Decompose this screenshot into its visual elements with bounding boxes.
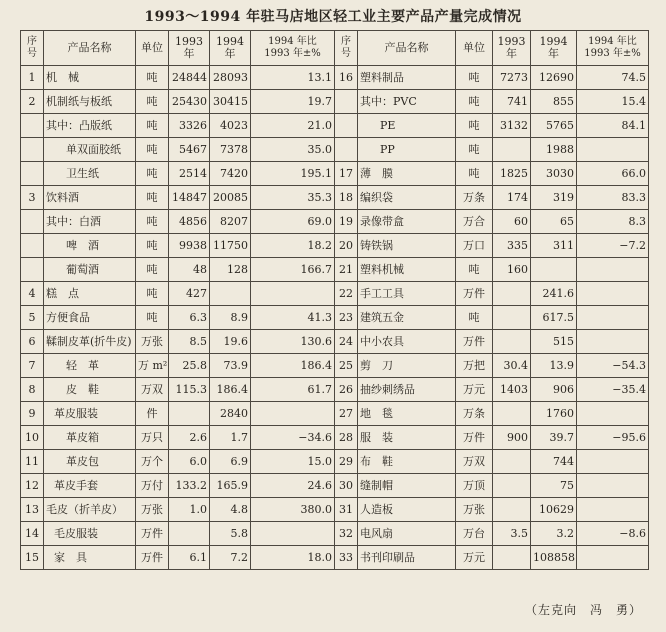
left-y1994-cell: 28093 — [210, 66, 251, 90]
left-unit-cell: 件 — [136, 402, 169, 426]
right-y1994-cell: 311 — [531, 234, 577, 258]
left-unit-cell: 万双 — [136, 378, 169, 402]
right-seq-cell: 21 — [335, 258, 358, 282]
left-y1993-cell: 25430 — [169, 90, 210, 114]
right-y1993-cell: 174 — [493, 186, 531, 210]
table-row — [21, 210, 649, 234]
table-row — [21, 546, 649, 570]
right-y1993-cell: 160 — [493, 258, 531, 282]
left-seq-cell: 1 — [21, 66, 44, 90]
right-y1994-cell: 906 — [531, 378, 577, 402]
table-row — [21, 378, 649, 402]
right-name-cell: 布 鞋 — [358, 450, 456, 474]
header-change-line2: 1993 年±% — [264, 48, 321, 59]
right-name-cell: 书刊印刷品 — [358, 546, 456, 570]
left-y1993-cell: 115.3 — [169, 378, 210, 402]
right-change-cell: −54.3 — [577, 354, 649, 378]
table-row — [21, 234, 649, 258]
right-name-cell: 人造板 — [358, 498, 456, 522]
right-unit-cell: 万把 — [456, 354, 493, 378]
right-unit-cell: 万件 — [456, 426, 493, 450]
right-unit-cell: 万元 — [456, 546, 493, 570]
right-seq-cell — [335, 138, 358, 162]
left-y1994-cell: 128 — [210, 258, 251, 282]
right-y1994-cell: 515 — [531, 330, 577, 354]
right-y1993-cell: 60 — [493, 210, 531, 234]
left-name-cell: 其中：白酒 — [44, 210, 136, 234]
right-seq-cell: 29 — [335, 450, 358, 474]
left-change-cell: 166.7 — [251, 258, 335, 282]
right-y1993-cell — [493, 546, 531, 570]
right-y1993-cell: 7273 — [493, 66, 531, 90]
right-change-cell: 66.0 — [577, 162, 649, 186]
left-seq-cell: 15 — [21, 546, 44, 570]
left-unit-cell: 万张 — [136, 498, 169, 522]
right-seq-cell: 24 — [335, 330, 358, 354]
left-change-cell: −34.6 — [251, 426, 335, 450]
right-name-cell: 剪 刀 — [358, 354, 456, 378]
left-seq-cell: 9 — [21, 402, 44, 426]
left-y1994-cell: 6.9 — [210, 450, 251, 474]
left-change-cell: 13.1 — [251, 66, 335, 90]
right-seq-cell: 32 — [335, 522, 358, 546]
left-seq-cell — [21, 210, 44, 234]
right-y1994-cell: 1988 — [531, 138, 577, 162]
left-name-cell: 啤 酒 — [44, 234, 136, 258]
table-row — [21, 282, 649, 306]
left-name-cell: 其中：凸版纸 — [44, 114, 136, 138]
table-row — [21, 450, 649, 474]
right-change-cell — [577, 474, 649, 498]
right-unit-cell: 吨 — [456, 306, 493, 330]
right-y1993-cell: 1825 — [493, 162, 531, 186]
left-name-cell: 卫生纸 — [44, 162, 136, 186]
left-seq-cell — [21, 114, 44, 138]
right-unit-cell: 吨 — [456, 162, 493, 186]
left-y1993-cell: 6.0 — [169, 450, 210, 474]
right-y1994-cell: 39.7 — [531, 426, 577, 450]
right-y1994-cell: 744 — [531, 450, 577, 474]
left-y1993-cell: 427 — [169, 282, 210, 306]
left-y1994-cell: 5.8 — [210, 522, 251, 546]
right-y1994-cell — [531, 258, 577, 282]
table-body — [21, 66, 649, 570]
left-name-cell: 方便食品 — [44, 306, 136, 330]
right-name-cell: PP — [358, 138, 456, 162]
right-change-cell — [577, 402, 649, 426]
right-change-cell: 8.3 — [577, 210, 649, 234]
left-seq-cell — [21, 162, 44, 186]
left-seq-cell: 7 — [21, 354, 44, 378]
left-change-cell: 186.4 — [251, 354, 335, 378]
header-row — [21, 31, 649, 66]
right-y1993-cell: 1403 — [493, 378, 531, 402]
right-y1993-cell: 741 — [493, 90, 531, 114]
left-seq-cell — [21, 234, 44, 258]
table-row — [21, 90, 649, 114]
right-name-cell: 手工工具 — [358, 282, 456, 306]
right-seq-cell: 33 — [335, 546, 358, 570]
right-name-cell: PE — [358, 114, 456, 138]
left-y1994-cell: 186.4 — [210, 378, 251, 402]
right-seq-cell — [335, 90, 358, 114]
left-unit-cell: 万只 — [136, 426, 169, 450]
author-credit: （左克向 冯 勇） — [524, 603, 642, 617]
left-y1994-cell: 7.2 — [210, 546, 251, 570]
left-unit-cell: 吨 — [136, 186, 169, 210]
table-row — [21, 354, 649, 378]
left-change-cell: 61.7 — [251, 378, 335, 402]
right-name-cell: 薄 膜 — [358, 162, 456, 186]
left-y1994-cell: 2840 — [210, 402, 251, 426]
left-y1993-cell: 2.6 — [169, 426, 210, 450]
right-name-cell: 电风扇 — [358, 522, 456, 546]
header-change-line1: 1994 年比 — [268, 36, 317, 47]
right-y1993-cell: 335 — [493, 234, 531, 258]
table-row — [21, 186, 649, 210]
left-seq-cell: 12 — [21, 474, 44, 498]
right-unit-cell: 万件 — [456, 282, 493, 306]
left-y1994-cell: 30415 — [210, 90, 251, 114]
left-name-cell: 革皮服装 — [44, 402, 136, 426]
table-row — [21, 522, 649, 546]
left-unit-cell: 吨 — [136, 162, 169, 186]
right-name-cell: 服 装 — [358, 426, 456, 450]
left-y1994-cell — [210, 282, 251, 306]
right-y1994-cell: 10629 — [531, 498, 577, 522]
page-title: 1993～1994 年驻马店地区轻工业主要产品产量完成情况 — [144, 9, 522, 25]
right-change-cell — [577, 450, 649, 474]
left-name-cell: 皮 鞋 — [44, 378, 136, 402]
left-y1993-cell: 25.8 — [169, 354, 210, 378]
right-unit-cell: 万口 — [456, 234, 493, 258]
left-name-cell: 机制纸与板纸 — [44, 90, 136, 114]
right-seq-cell: 28 — [335, 426, 358, 450]
left-y1994-cell: 1.7 — [210, 426, 251, 450]
right-y1994-cell: 65 — [531, 210, 577, 234]
left-unit-cell: 万付 — [136, 474, 169, 498]
right-y1994-cell: 1760 — [531, 402, 577, 426]
left-name-cell: 家 具 — [44, 546, 136, 570]
left-change-cell: 18.0 — [251, 546, 335, 570]
right-y1993-cell — [493, 450, 531, 474]
right-unit-cell: 万双 — [456, 450, 493, 474]
left-unit-cell: 吨 — [136, 138, 169, 162]
header-unit: 单位 — [136, 31, 169, 66]
right-name-cell: 塑料机械 — [358, 258, 456, 282]
left-unit-cell: 吨 — [136, 306, 169, 330]
right-seq-cell: 31 — [335, 498, 358, 522]
right-y1994-cell: 12690 — [531, 66, 577, 90]
left-unit-cell: 万件 — [136, 522, 169, 546]
right-y1993-cell: 3.5 — [493, 522, 531, 546]
header-product-right: 产品名称 — [358, 31, 456, 66]
header-product: 产品名称 — [44, 31, 136, 66]
left-seq-cell — [21, 138, 44, 162]
right-unit-cell: 万条 — [456, 402, 493, 426]
left-y1994-cell: 73.9 — [210, 354, 251, 378]
right-change-cell: −8.6 — [577, 522, 649, 546]
left-y1994-cell: 7378 — [210, 138, 251, 162]
right-name-cell: 铸铁锅 — [358, 234, 456, 258]
right-y1993-cell — [493, 330, 531, 354]
left-name-cell: 毛皮服装 — [44, 522, 136, 546]
left-change-cell — [251, 282, 335, 306]
right-y1994-cell: 5765 — [531, 114, 577, 138]
table-row — [21, 426, 649, 450]
left-y1993-cell: 4856 — [169, 210, 210, 234]
table-row — [21, 66, 649, 90]
left-change-cell: 69.0 — [251, 210, 335, 234]
right-y1993-cell: 30.4 — [493, 354, 531, 378]
production-table — [20, 30, 649, 570]
right-unit-cell: 吨 — [456, 258, 493, 282]
left-name-cell: 饮料酒 — [44, 186, 136, 210]
left-seq-cell: 5 — [21, 306, 44, 330]
left-name-cell: 鞣制皮革(折牛皮) — [44, 330, 136, 354]
left-y1994-cell: 8.9 — [210, 306, 251, 330]
right-name-cell: 建筑五金 — [358, 306, 456, 330]
left-name-cell: 轻 革 — [44, 354, 136, 378]
left-change-cell: 380.0 — [251, 498, 335, 522]
left-change-cell: 195.1 — [251, 162, 335, 186]
right-unit-cell: 万件 — [456, 330, 493, 354]
table-row — [21, 138, 649, 162]
right-name-cell: 抽纱刺绣品 — [358, 378, 456, 402]
right-change-cell: 83.3 — [577, 186, 649, 210]
left-unit-cell: 万 m² — [136, 354, 169, 378]
right-name-cell: 录像带盒 — [358, 210, 456, 234]
left-y1993-cell: 14847 — [169, 186, 210, 210]
right-change-cell: −35.4 — [577, 378, 649, 402]
right-unit-cell: 万合 — [456, 210, 493, 234]
left-unit-cell: 吨 — [136, 90, 169, 114]
header-1993: 1993 年 — [169, 31, 210, 66]
right-y1993-cell: 900 — [493, 426, 531, 450]
right-unit-cell: 万台 — [456, 522, 493, 546]
right-change-cell — [577, 282, 649, 306]
header-change-right-line1: 1994 年比 — [588, 36, 637, 47]
left-y1994-cell: 7420 — [210, 162, 251, 186]
left-y1993-cell — [169, 522, 210, 546]
right-seq-cell: 17 — [335, 162, 358, 186]
header-change-right — [577, 31, 649, 66]
left-y1994-cell: 4.8 — [210, 498, 251, 522]
right-seq-cell: 25 — [335, 354, 358, 378]
right-seq-cell: 23 — [335, 306, 358, 330]
right-seq-cell: 18 — [335, 186, 358, 210]
left-seq-cell: 11 — [21, 450, 44, 474]
right-y1993-cell — [493, 282, 531, 306]
left-name-cell: 革皮箱 — [44, 426, 136, 450]
left-seq-cell: 6 — [21, 330, 44, 354]
header-unit-right: 单位 — [456, 31, 493, 66]
left-y1993-cell: 8.5 — [169, 330, 210, 354]
right-name-cell: 地 毯 — [358, 402, 456, 426]
right-y1994-cell: 241.6 — [531, 282, 577, 306]
left-y1993-cell — [169, 402, 210, 426]
left-y1993-cell: 2514 — [169, 162, 210, 186]
right-seq-cell: 26 — [335, 378, 358, 402]
left-y1994-cell: 8207 — [210, 210, 251, 234]
right-name-cell: 其中：PVC — [358, 90, 456, 114]
right-y1994-cell: 3.2 — [531, 522, 577, 546]
table-row — [21, 402, 649, 426]
left-seq-cell: 2 — [21, 90, 44, 114]
header-seq-right: 序号 — [335, 31, 358, 66]
right-change-cell: −95.6 — [577, 426, 649, 450]
right-change-cell — [577, 546, 649, 570]
left-y1994-cell: 4023 — [210, 114, 251, 138]
right-change-cell — [577, 138, 649, 162]
left-change-cell: 15.0 — [251, 450, 335, 474]
left-name-cell: 糕 点 — [44, 282, 136, 306]
left-seq-cell: 3 — [21, 186, 44, 210]
right-unit-cell: 吨 — [456, 66, 493, 90]
left-y1993-cell: 6.1 — [169, 546, 210, 570]
right-seq-cell: 22 — [335, 282, 358, 306]
left-y1993-cell: 133.2 — [169, 474, 210, 498]
right-y1993-cell — [493, 138, 531, 162]
table-row — [21, 498, 649, 522]
right-change-cell — [577, 258, 649, 282]
left-change-cell: 19.7 — [251, 90, 335, 114]
left-y1994-cell: 20085 — [210, 186, 251, 210]
header-change-right-line2: 1993 年±% — [584, 48, 641, 59]
table-row — [21, 306, 649, 330]
left-unit-cell: 吨 — [136, 114, 169, 138]
table-row — [21, 330, 649, 354]
left-unit-cell: 吨 — [136, 210, 169, 234]
right-unit-cell: 吨 — [456, 90, 493, 114]
left-seq-cell: 10 — [21, 426, 44, 450]
right-change-cell — [577, 330, 649, 354]
right-name-cell: 缝制帽 — [358, 474, 456, 498]
right-unit-cell: 吨 — [456, 138, 493, 162]
left-change-cell: 35.0 — [251, 138, 335, 162]
header-1993-right: 1993 年 — [493, 31, 531, 66]
right-change-cell: −7.2 — [577, 234, 649, 258]
left-y1993-cell: 6.3 — [169, 306, 210, 330]
right-seq-cell — [335, 114, 358, 138]
left-y1993-cell: 3326 — [169, 114, 210, 138]
right-unit-cell: 万条 — [456, 186, 493, 210]
table-row — [21, 114, 649, 138]
left-change-cell: 35.3 — [251, 186, 335, 210]
left-y1993-cell: 9938 — [169, 234, 210, 258]
right-y1993-cell — [493, 498, 531, 522]
left-seq-cell: 4 — [21, 282, 44, 306]
left-y1993-cell: 24844 — [169, 66, 210, 90]
table-row — [21, 162, 649, 186]
left-change-cell: 18.2 — [251, 234, 335, 258]
left-y1993-cell: 48 — [169, 258, 210, 282]
header-1994: 1994 年 — [210, 31, 251, 66]
right-name-cell: 编织袋 — [358, 186, 456, 210]
left-unit-cell: 万个 — [136, 450, 169, 474]
left-name-cell: 机 械 — [44, 66, 136, 90]
right-unit-cell: 万顶 — [456, 474, 493, 498]
right-y1993-cell — [493, 402, 531, 426]
right-change-cell: 15.4 — [577, 90, 649, 114]
left-y1993-cell: 1.0 — [169, 498, 210, 522]
left-unit-cell: 万张 — [136, 330, 169, 354]
right-y1994-cell: 3030 — [531, 162, 577, 186]
right-change-cell: 84.1 — [577, 114, 649, 138]
left-unit-cell: 吨 — [136, 234, 169, 258]
right-y1994-cell: 13.9 — [531, 354, 577, 378]
left-change-cell: 130.6 — [251, 330, 335, 354]
left-unit-cell: 吨 — [136, 258, 169, 282]
left-unit-cell: 吨 — [136, 282, 169, 306]
left-y1994-cell: 19.6 — [210, 330, 251, 354]
right-y1993-cell: 3132 — [493, 114, 531, 138]
left-seq-cell: 8 — [21, 378, 44, 402]
header-seq: 序号 — [21, 31, 44, 66]
right-seq-cell: 19 — [335, 210, 358, 234]
left-name-cell: 葡萄酒 — [44, 258, 136, 282]
left-change-cell: 24.6 — [251, 474, 335, 498]
left-y1994-cell: 11750 — [210, 234, 251, 258]
right-y1994-cell: 75 — [531, 474, 577, 498]
left-name-cell: 革皮包 — [44, 450, 136, 474]
right-seq-cell: 30 — [335, 474, 358, 498]
right-change-cell: 74.5 — [577, 66, 649, 90]
right-unit-cell: 万张 — [456, 498, 493, 522]
header-1994-right: 1994 年 — [531, 31, 577, 66]
right-y1993-cell — [493, 306, 531, 330]
right-y1994-cell: 319 — [531, 186, 577, 210]
right-name-cell: 中小农具 — [358, 330, 456, 354]
left-seq-cell — [21, 258, 44, 282]
right-change-cell — [577, 306, 649, 330]
right-y1994-cell: 855 — [531, 90, 577, 114]
right-y1994-cell: 108858 — [531, 546, 577, 570]
left-y1994-cell: 165.9 — [210, 474, 251, 498]
left-name-cell: 单双面胶纸 — [44, 138, 136, 162]
right-change-cell — [577, 498, 649, 522]
header-change — [251, 31, 335, 66]
left-change-cell — [251, 402, 335, 426]
right-seq-cell: 20 — [335, 234, 358, 258]
left-change-cell — [251, 522, 335, 546]
left-seq-cell: 13 — [21, 498, 44, 522]
table-row — [21, 258, 649, 282]
left-name-cell: 毛皮（折羊皮） — [44, 498, 136, 522]
left-seq-cell: 14 — [21, 522, 44, 546]
left-change-cell: 21.0 — [251, 114, 335, 138]
right-unit-cell: 吨 — [456, 114, 493, 138]
left-unit-cell: 万件 — [136, 546, 169, 570]
right-y1993-cell — [493, 474, 531, 498]
right-unit-cell: 万元 — [456, 378, 493, 402]
right-y1994-cell: 617.5 — [531, 306, 577, 330]
table-row — [21, 474, 649, 498]
right-name-cell: 塑料制品 — [358, 66, 456, 90]
left-unit-cell: 吨 — [136, 66, 169, 90]
right-seq-cell: 27 — [335, 402, 358, 426]
left-y1993-cell: 5467 — [169, 138, 210, 162]
left-change-cell: 41.3 — [251, 306, 335, 330]
right-seq-cell: 16 — [335, 66, 358, 90]
left-name-cell: 革皮手套 — [44, 474, 136, 498]
